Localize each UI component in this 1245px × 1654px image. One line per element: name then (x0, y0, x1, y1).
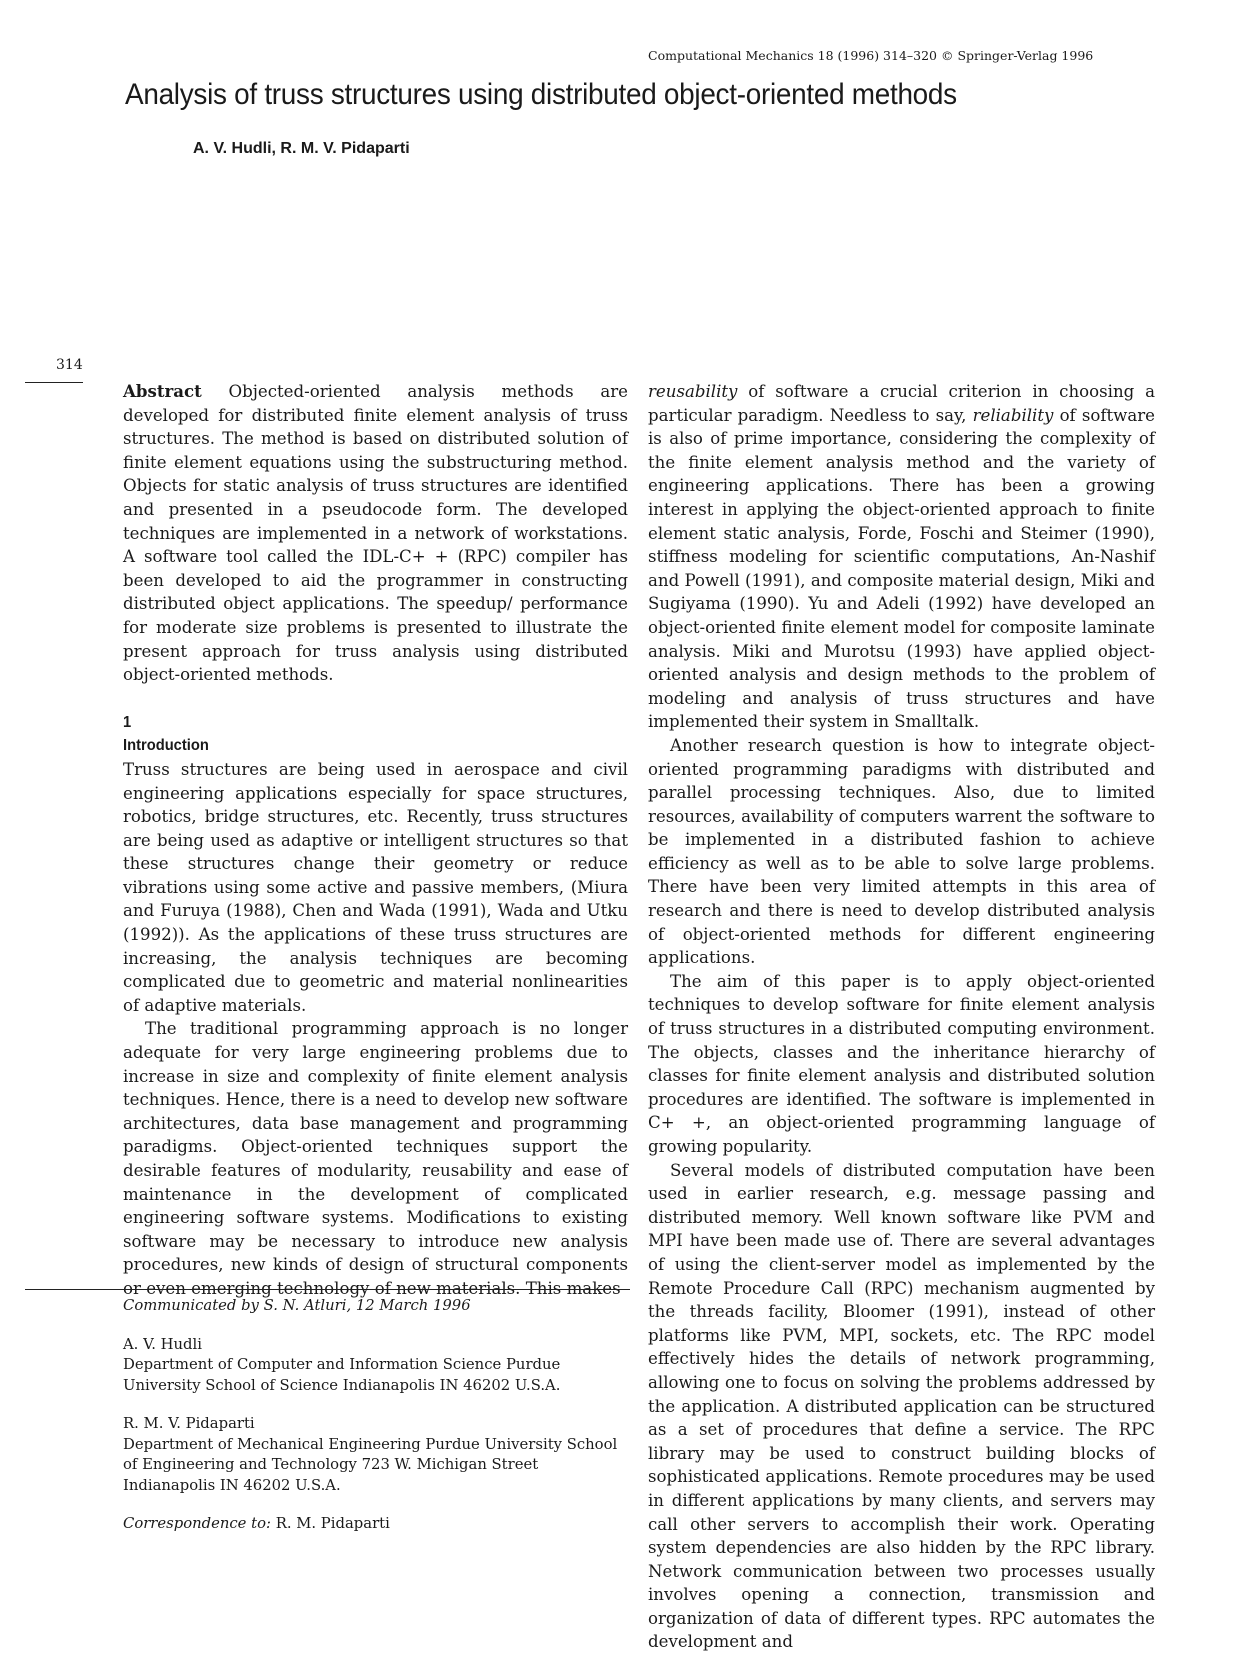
right-paragraph-1-part-b: of software is also of prime importance, considering the complexity of the finite element analysis method and the variety of engineering applications. There has been a growing interest in applying the object-oriented approach to finite element static analysis, Forde, Foschi and Steimer (1990), stiffness modeling for scientific computations, An-Nashif and Powell (1991), and composite material design, Miki and Sugiyama (1990). Yu and Adeli (1992) have developed an object-oriented finite element model for composite laminate analysis. Miki and Murotsu (1993) have applied object-oriented analysis and design methods to the problem of modeling and analysis of truss structures and have implemented their system in Smalltalk. (648, 405, 1155, 732)
page-number-rule (25, 382, 83, 383)
right-paragraph-4: Several models of distributed computation have been used in earlier research, e.g. message passing and distributed memory. Well known software like PVM and MPI have been made use of. There are several advantages of using the client-server model as implemented by the Remote Procedure Call (RPC) mechanism augmented by the threads facility, Bloomer (1991), instead of other platforms like PVM, MPI, sockets, etc. The RPC model effectively hides the details of network programming, allowing one to focus on solving the problems addressed by the application. A distributed application can be structured as a set of procedures that define a service. The RPC library may be used to construct building blocks of sophisticated applications. Remote procedures may be used in different applications by many clients, and servers may call other servers to accomplish their work. Operating system dependencies are also hidden by the RPC library. Network communication between two processes usually involves opening a connection, transmission and organization of data of different types. RPC automates the development and (648, 1160, 1155, 1652)
emphasis-reusability: reusability (648, 382, 738, 401)
author1-name: A. V. Hudli (123, 1335, 202, 1353)
correspondence-label: Correspondence to: (123, 1515, 271, 1532)
emphasis-reliability: reliability (972, 405, 1054, 425)
communicated-by: Communicated by S. N. Atluri, 12 March 1996 (123, 1297, 471, 1314)
footnotes (123, 1296, 633, 1535)
abstract (123, 380, 628, 687)
author2-name: R. M. V. Pidaparti (123, 1415, 255, 1432)
right-paragraph-1-part-a: of software a crucial criterion in choosing a particular paradigm. Needless to say, (648, 382, 1155, 425)
paper-title: Analysis of truss structures using distributed object-oriented methods (125, 78, 957, 111)
right-paragraph-2: Another research question is how to integrate object-oriented programming paradigms with distributed and parallel processing techniques. Also, due to limited resources, availability of computers warrent the software to be implemented in a distributed fashion to achieve efficiency as well as to be able to solve large problems. There have been very limited attempts in this area of research and there is need to develop distributed analysis of object-oriented methods for different engineering applications. (648, 735, 1155, 968)
left-column (123, 380, 628, 1301)
author2-affiliation: Department of Mechanical Engineering Purdue University School of Engineering and Technology 723 W. Michigan Street Indianapolis IN 46202 U.S.A. (123, 1435, 618, 1494)
correspondence (123, 1514, 633, 1535)
intro-paragraph-1: Truss structures are being used in aerospace and civil engineering applications especially for space structures, robotics, bridge structures, etc. Recently, truss structures are being used as adaptive or intelligent structures so that these structures change their geometry or reduce vibrations using some active and passive members, (Miura and Furuya (1988), Chen and Wada (1991), Wada and Utku (1992)). As the applications of these truss structures are increasing, the analysis techniques are becoming complicated due to geometric and material nonlinearities of adaptive materials. (123, 759, 628, 1015)
journal-citation: Computational Mechanics 18 (1996) 314–320 © Springer-Verlag 1996 (648, 48, 1094, 63)
section-number: 1 (123, 713, 132, 731)
intro-paragraph-2: The traditional programming approach is no longer adequate for very large engineering problems due to increase in size and complexity of finite element analysis techniques. Hence, there is a need to develop new software architectures, data base management and programming paradigms. Object-oriented techniques support the desirable features of modularity, reusability and ease of maintenance in the development of complicated engineering software systems. Modifications to existing software may be necessary to introduce new analysis procedures, new kinds of design of structural components or even emerging technology of new materials. This makes (123, 1019, 628, 1298)
right-paragraph-1 (648, 380, 1155, 734)
footnote-rule (25, 1289, 630, 1290)
page-number: 314 (56, 357, 83, 373)
author-list: A. V. Hudli, R. M. V. Pidaparti (193, 140, 410, 157)
right-paragraph-3: The aim of this paper is to apply object-oriented techniques to develop software for finite element analysis of truss structures in a distributed computing environment. The objects, classes and the inheritance hierarchy of classes for finite element analysis and distributed solution procedures are identified. The software is implemented in C+ +, an object-oriented programming language of growing popularity. (648, 971, 1155, 1156)
abstract-text: Objected-oriented analysis methods are developed for distributed finite element analysis of truss structures. The method is based on distributed solution of finite element equations using the substructuring method. Objects for static analysis of truss structures are identified and presented in a pseudocode form. The developed techniques are implemented in a network of workstations. A software tool called the IDL-C+ + (RPC) compiler has been developed to aid the programmer in constructing distributed object applications. The speedup/ performance for moderate size problems is presented to illustrate the present approach for truss analysis using distributed object-oriented methods. (123, 382, 628, 685)
author1-affiliation: Department of Computer and Information Science Purdue University School of Science Indianapolis IN 46202 U.S.A. (123, 1356, 561, 1394)
correspondence-name: R. M. Pidaparti (275, 1515, 390, 1532)
section-title: Introduction (123, 737, 209, 755)
right-column (648, 380, 1155, 1654)
abstract-label: Abstract (123, 381, 202, 401)
